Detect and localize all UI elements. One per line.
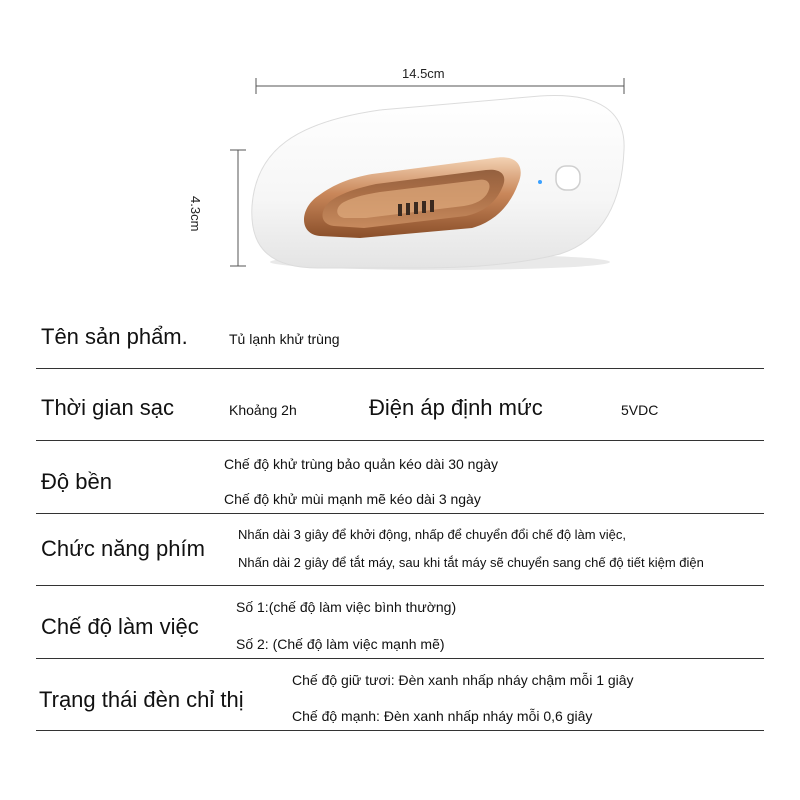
indicator-line-2: Chế độ mạnh: Đèn xanh nhấp nháy mỗi 0,6 giây [292,708,593,724]
durability-line-1: Chế độ khử trùng bảo quản kéo dài 30 ngày [224,456,499,472]
indicator-line-1: Chế độ giữ tươi: Đèn xanh nhấp nháy chậm mỗi 1 giây [292,672,634,688]
charge-time-value: Khoảng 2h [229,402,297,418]
product-name-label: Tên sản phẩm. [41,324,188,349]
row-product-name [36,295,764,369]
work-mode-line-2: Số 2: (Chế độ làm việc mạnh mẽ) [236,636,445,652]
work-mode-line-1: Số 1:(chế độ làm việc bình thường) [236,599,457,615]
product-image [0,0,800,300]
row-work-mode [36,585,764,659]
power-button-icon [556,166,580,190]
row-durability [36,440,764,514]
product-illustration [0,0,800,300]
row-indicator [36,658,764,731]
rated-voltage-value: 5VDC [621,402,659,418]
button-function-label: Chức năng phím [41,536,205,561]
durability-label: Độ bền [41,469,112,494]
indicator-label: Trạng thái đèn chỉ thị [39,687,244,712]
indicator-light-icon [538,180,542,184]
width-dimension-label: 14.5cm [402,66,445,81]
button-function-line-1: Nhấn dài 3 giây để khởi động, nhấp để chuyển đổi chế độ làm việc, [238,527,626,542]
durability-line-2: Chế độ khử mùi mạnh mẽ kéo dài 3 ngày [224,491,481,507]
product-name-value: Tủ lạnh khử trùng [229,331,340,347]
rated-voltage-label: Điện áp định mức [369,395,543,420]
charge-time-label: Thời gian sạc [41,395,175,420]
row-charge-time [36,368,764,441]
height-dimension-label: 4.3cm [188,196,203,232]
work-mode-label: Chế độ làm việc [41,614,199,639]
button-function-line-2: Nhấn dài 2 giây để tắt máy, sau khi tắt máy sẽ chuyển sang chế độ tiết kiệm điện [238,555,704,570]
row-button-function [36,513,764,586]
